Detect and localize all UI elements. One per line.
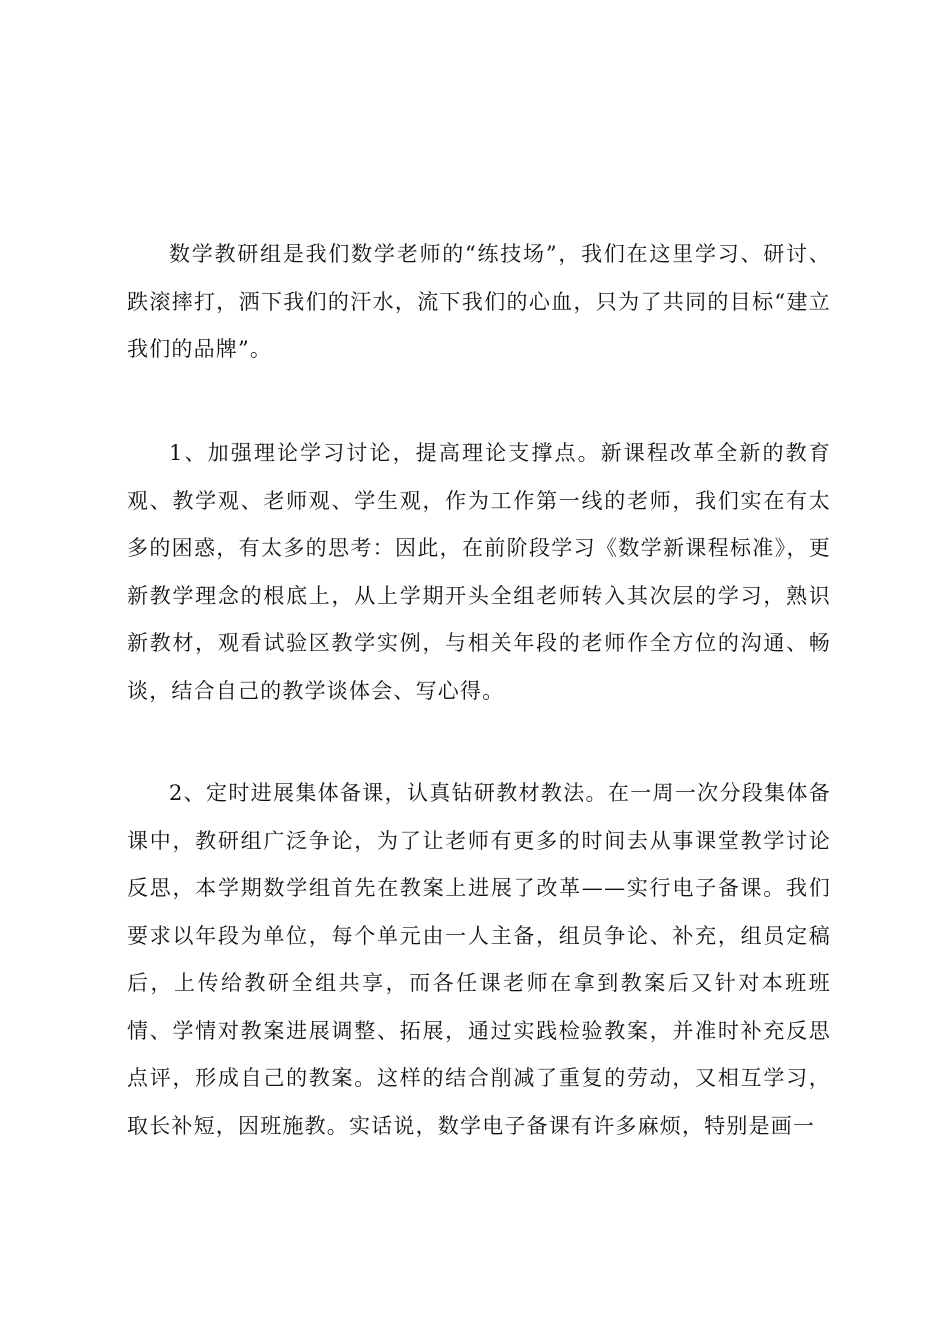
paragraph-item-2: 2、定时进展集体备课，认真钻研教材教法。在一周一次分段集体备课中，教研组广泛争论，为了让老师有更多的时间去从事课堂教学讨论反思，本学期数学组首先在教案上进展了改革——实行电子备课。我们要求以年段为单位，每个单元由一人主备，组员争论、补充，组员定稿后，上传给教研全组共享，而各任课老师在拿到教案后又针对本班班情、学情对教案进展调整、拓展，通过实践检验教案，并准时补充反思点评，形成自己的教案。这样的结合削减了重复的劳动，又相互学习，取长补短，因班施教。实话说，数学电子备课有许多麻烦，特别是画一	[127, 781, 831, 1138]
paragraph-intro: 数学教研组是我们数学老师的“练技场”，我们在这里学习、研讨、跌滚摔打，洒下我们的汗水，流下我们的心血，只为了共同的目标“建立我们的品牌”。	[127, 242, 831, 361]
paragraph-item-1: 1、加强理论学习讨论，提高理论支撑点。新课程改革全新的教育观、教学观、老师观、学生观，作为工作第一线的老师，我们实在有太多的困惑，有太多的思考：因此，在前阶段学习《数学新课程标准》，更新教学理念的根底上，从上学期开头全组老师转入其次层的学习，熟识新教材，观看试验区教学实例，与相关年段的老师作全方位的沟通、畅谈，结合自己的教学谈体会、写心得。	[127, 441, 831, 703]
